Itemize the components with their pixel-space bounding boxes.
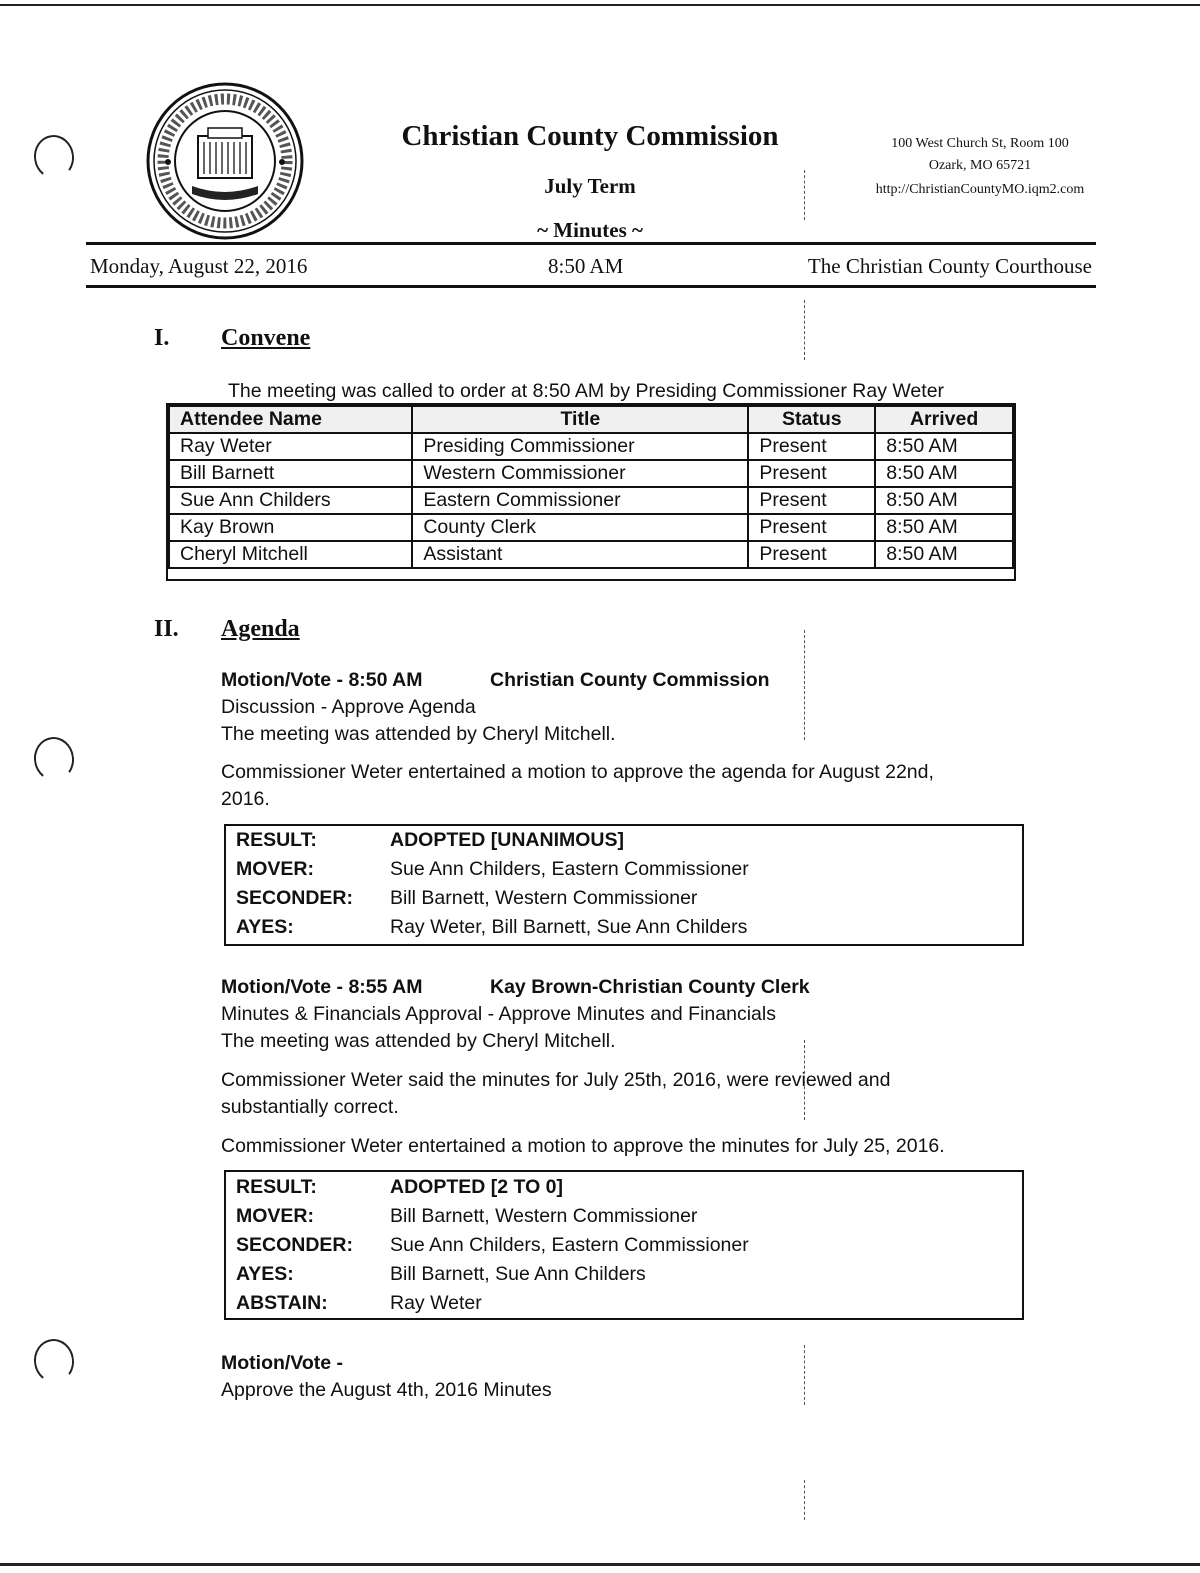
table-row [169,460,1013,487]
attendee-arrived: 8:50 AM [875,433,1013,460]
section-title-agenda: Agenda [221,616,300,642]
result-value: ADOPTED [UNANIMOUS] [390,829,624,851]
abstain-value: Ray Weter [390,1292,482,1314]
seconder-label: SECONDER: [236,1234,354,1256]
header-attendee-name: Attendee Name [169,406,412,433]
table-row [169,487,1013,514]
header-arrived: Arrived [875,406,1013,433]
section-number-agenda: II. [154,616,179,642]
item2-text-line3: Commissioner Weter entertained a motion to approve the minutes for July 25, 2016. [221,1135,945,1157]
scan-mark [804,630,806,740]
scan-mark [804,1040,806,1120]
attendee-title: Eastern Commissioner [412,487,748,514]
mover-value: Bill Barnett, Western Commissioner [390,1205,698,1227]
header-title: Title [412,406,748,433]
attendee-title: County Clerk [412,514,748,541]
attendee-title: Western Commissioner [412,460,748,487]
section-number-convene: I. [154,325,170,351]
item2-text-line1: Commissioner Weter said the minutes for July 25th, 2016, were reviewed and [221,1069,891,1091]
ayes-label: AYES: [236,916,294,938]
scan-mark [804,300,806,360]
table-row [169,541,1013,568]
punch-hole-bottom [31,1336,77,1385]
ayes-value: Ray Weter, Bill Barnett, Sue Ann Childers [390,916,748,938]
seconder-value: Sue Ann Childers, Eastern Commissioner [390,1234,749,1256]
attendee-status: Present [748,541,875,568]
mover-label: MOVER: [236,1205,314,1227]
item2-discussion: Minutes & Financials Approval - Approve Minutes and Financials [221,1003,776,1025]
header-status: Status [748,406,875,433]
term-label: July Term [544,174,636,198]
county-seal-icon [146,82,304,240]
scan-bottom-edge [0,1563,1200,1566]
table-row [169,514,1013,541]
attendee-arrived: 8:50 AM [875,541,1013,568]
result-label: RESULT: [236,1176,317,1198]
attendee-name: Ray Weter [169,433,412,460]
result-value: ADOPTED [2 TO 0] [390,1176,563,1198]
attendee-title: Presiding Commissioner [412,433,748,460]
header-rule-top [86,242,1096,245]
item1-text-line1: Commissioner Weter entertained a motion to approve the agenda for August 22nd, [221,761,934,783]
ayes-value: Bill Barnett, Sue Ann Childers [390,1263,646,1285]
attendee-name: Kay Brown [169,514,412,541]
meeting-location: The Christian County Courthouse [807,254,1092,278]
item1-result-box [224,824,1024,946]
mover-value: Sue Ann Childers, Eastern Commissioner [390,858,749,880]
scan-mark [804,1345,806,1405]
item2-result-box [224,1170,1024,1320]
address-line-2: Ozark, MO 65721 [928,158,1032,173]
item1-heading: Motion/Vote - 8:50 AM [221,669,423,691]
attendee-status: Present [748,460,875,487]
abstain-label: ABSTAIN: [236,1292,328,1314]
result-label: RESULT: [236,829,317,851]
seconder-value: Bill Barnett, Western Commissioner [390,887,698,909]
section-title-convene: Convene [221,325,311,351]
table-row [169,433,1013,460]
attendee-arrived: 8:50 AM [875,460,1013,487]
item3-heading: Motion/Vote - [221,1352,344,1374]
convene-intro: The meeting was called to order at 8:50 AM by Presiding Commissioner Ray Weter [228,380,945,402]
attendee-status: Present [748,487,875,514]
item3-discussion: Approve the August 4th, 2016 Minutes [221,1379,552,1401]
seconder-label: SECONDER: [236,887,354,909]
meeting-date: Monday, August 22, 2016 [90,254,308,278]
item1-attended: The meeting was attended by Cheryl Mitchell. [221,723,616,745]
meeting-time: 8:50 AM [548,254,624,278]
attendee-table-frame [166,403,1016,581]
org-title: Christian County Commission [401,120,779,152]
punch-hole-middle [31,734,77,783]
attendee-table [168,405,1014,569]
attendee-status: Present [748,433,875,460]
minutes-label: ~ Minutes ~ [537,218,643,242]
scan-top-edge [0,4,1200,6]
attendee-table-header [169,406,1013,433]
mover-label: MOVER: [236,858,314,880]
item1-text-line2: 2016. [221,788,270,810]
attendee-arrived: 8:50 AM [875,514,1013,541]
address-line-1: 100 West Church St, Room 100 [891,136,1069,151]
item1-discussion: Discussion - Approve Agenda [221,696,476,718]
ayes-label: AYES: [236,1263,294,1285]
attendee-title: Assistant [412,541,748,568]
item2-presenter: Kay Brown-Christian County Clerk [490,976,810,998]
attendee-arrived: 8:50 AM [875,487,1013,514]
attendee-name: Bill Barnett [169,460,412,487]
scan-mark [804,170,806,220]
attendee-name: Sue Ann Childers [169,487,412,514]
attendee-name: Cheryl Mitchell [169,541,412,568]
item2-heading: Motion/Vote - 8:55 AM [221,976,423,998]
website-link[interactable]: http://ChristianCountyMO.iqm2.com [875,182,1085,197]
item1-presenter: Christian County Commission [490,669,770,691]
item2-attended: The meeting was attended by Cheryl Mitchell. [221,1030,616,1052]
item2-text-line2: substantially correct. [221,1096,399,1118]
attendee-status: Present [748,514,875,541]
scan-mark [804,1480,806,1520]
header-rule-bottom [86,285,1096,288]
punch-hole-top [31,132,77,181]
